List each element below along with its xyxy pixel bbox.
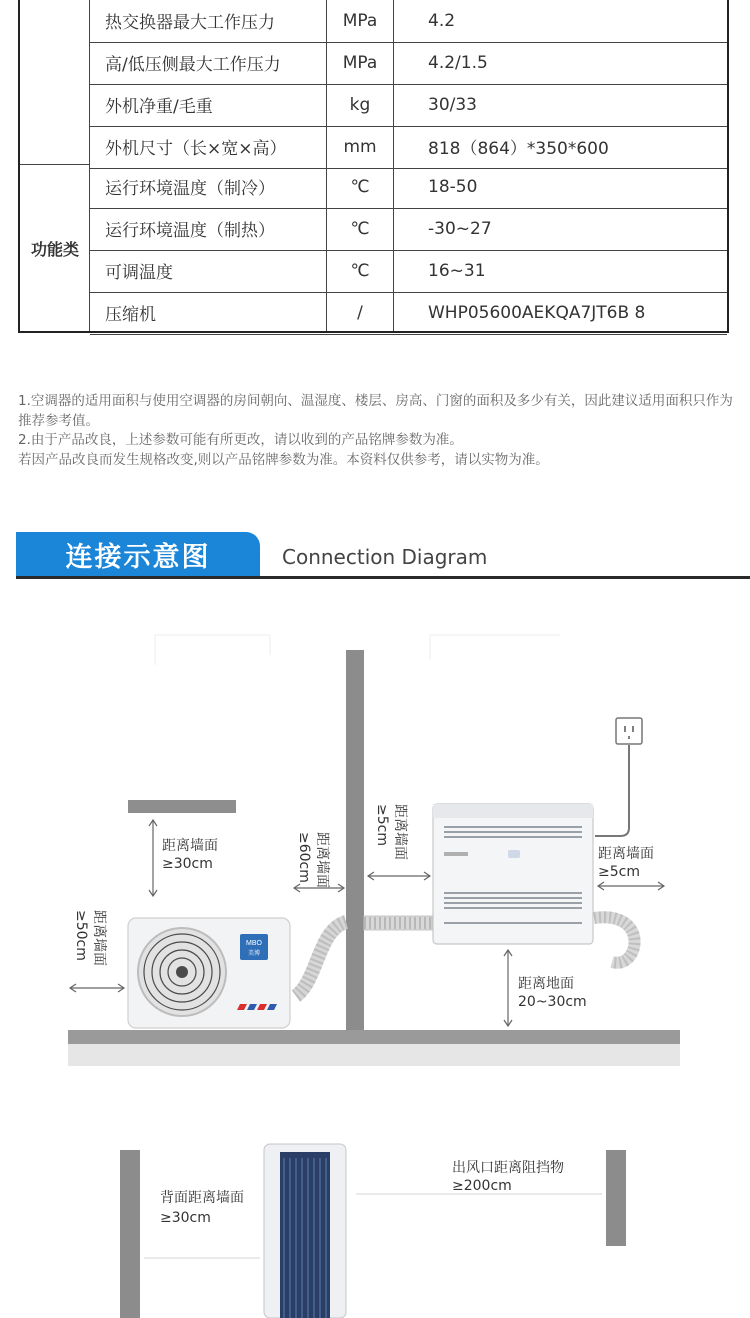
label-wall-gap-outdoor-2: ≥60cm — [296, 832, 312, 883]
power-socket-icon — [616, 718, 642, 744]
label-right-clearance-2: ≥5cm — [598, 864, 640, 880]
param-name: 高/低压侧最大工作压力 — [105, 55, 281, 76]
brand-name: 美博 — [247, 950, 261, 957]
floor-shadow — [68, 1044, 680, 1066]
label-wall-gap-indoor-1: 距离墙面 — [392, 804, 408, 860]
section-title: 连接示意图 — [16, 532, 260, 576]
note-line: 1.空调器的适用面积与使用空调器的房间朝向、温湿度、楼层、房高、门窗的面积及多少有关，因此建议适用面积只作为推荐参考值。 — [18, 393, 733, 429]
table-row — [90, 250, 727, 293]
outdoor-unit — [128, 918, 290, 1028]
label-outlet-clearance-2: ≥200cm — [452, 1178, 512, 1194]
table-row — [90, 42, 727, 85]
label-right-clearance-1: 距离墙面 — [598, 846, 654, 862]
column-divider — [326, 0, 327, 331]
param-value: 4.2/1.5 — [428, 52, 488, 73]
label-left-clearance-2: ≥50cm — [73, 910, 89, 961]
param-name: 压缩机 — [105, 305, 156, 326]
param-name: 热交换器最大工作压力 — [105, 13, 275, 34]
top-obstacle — [128, 800, 236, 813]
param-value: 4.2 — [428, 10, 456, 31]
param-name: 外机净重/毛重 — [105, 97, 213, 118]
heading-underline — [16, 576, 750, 579]
param-value: 818（864）*350*600 — [428, 139, 609, 160]
param-name: 外机尺寸（长×宽×高） — [105, 139, 287, 160]
spec-table — [18, 0, 729, 333]
label-wall-gap-outdoor-1: 距离墙面 — [314, 832, 330, 888]
side-view-diagram — [0, 1130, 750, 1318]
param-unit: ℃ — [350, 260, 370, 281]
section-title-en: Connection Diagram — [282, 545, 488, 569]
param-name: 可调温度 — [105, 263, 173, 284]
param-unit: ℃ — [350, 218, 370, 239]
column-divider — [393, 0, 394, 331]
obstacle — [606, 1150, 626, 1246]
param-unit: ℃ — [350, 176, 370, 197]
param-name: 运行环境温度（制热） — [105, 221, 275, 242]
label-outlet-clearance-1: 出风口距离阻挡物 — [452, 1160, 564, 1176]
table-row — [90, 292, 727, 335]
category-function-label: 功能类 — [30, 239, 79, 259]
table-row — [90, 208, 727, 251]
connection-pipe — [296, 922, 346, 996]
param-unit: / — [357, 302, 363, 323]
param-unit: MPa — [342, 52, 378, 73]
param-value: 16~31 — [428, 260, 486, 281]
label-top-clearance-2: ≥30cm — [162, 856, 213, 872]
param-unit: mm — [343, 136, 377, 157]
power-cord — [595, 745, 629, 836]
column-divider — [89, 0, 90, 331]
param-unit: kg — [349, 94, 371, 115]
label-back-clearance-1: 背面距离墙面 — [160, 1190, 244, 1206]
table-row — [90, 0, 727, 43]
param-unit: MPa — [342, 10, 378, 31]
note-line: 2.由于产品改良，上述参数可能有所更改，请以收到的产品铭牌参数为准。 — [18, 432, 463, 448]
section-heading — [0, 532, 750, 580]
label-left-clearance-1: 距离墙面 — [91, 910, 107, 966]
label-back-clearance-2: ≥30cm — [160, 1210, 211, 1226]
note-line: 若因产品改良而发生规格改变,则以产品铭牌参数为准。本资料仅供参考，请以实物为准。 — [18, 451, 549, 468]
param-value: 18-50 — [428, 176, 478, 197]
back-wall — [120, 1150, 140, 1318]
outdoor-unit-side — [264, 1144, 346, 1318]
param-value: WHP05600AEKQA7JT6B 8 — [428, 302, 646, 323]
param-value: -30~27 — [428, 218, 492, 239]
param-value: 30/33 — [428, 94, 477, 115]
label-floor-clearance-2: 20~30cm — [518, 994, 587, 1010]
indoor-unit — [433, 804, 593, 944]
label-top-clearance-1: 距离墙面 — [162, 838, 218, 854]
wall — [346, 650, 364, 1030]
brand-logo: MBO — [246, 940, 262, 947]
table-row — [90, 126, 727, 169]
param-name: 运行环境温度（制冷） — [105, 179, 275, 200]
connection-diagram — [0, 600, 750, 1070]
table-row — [90, 166, 727, 209]
notes — [18, 392, 733, 470]
label-wall-gap-indoor-2: ≥5cm — [374, 804, 390, 846]
floor-slab — [68, 1030, 680, 1044]
table-row — [90, 84, 727, 127]
label-floor-clearance-1: 距离地面 — [518, 976, 574, 992]
